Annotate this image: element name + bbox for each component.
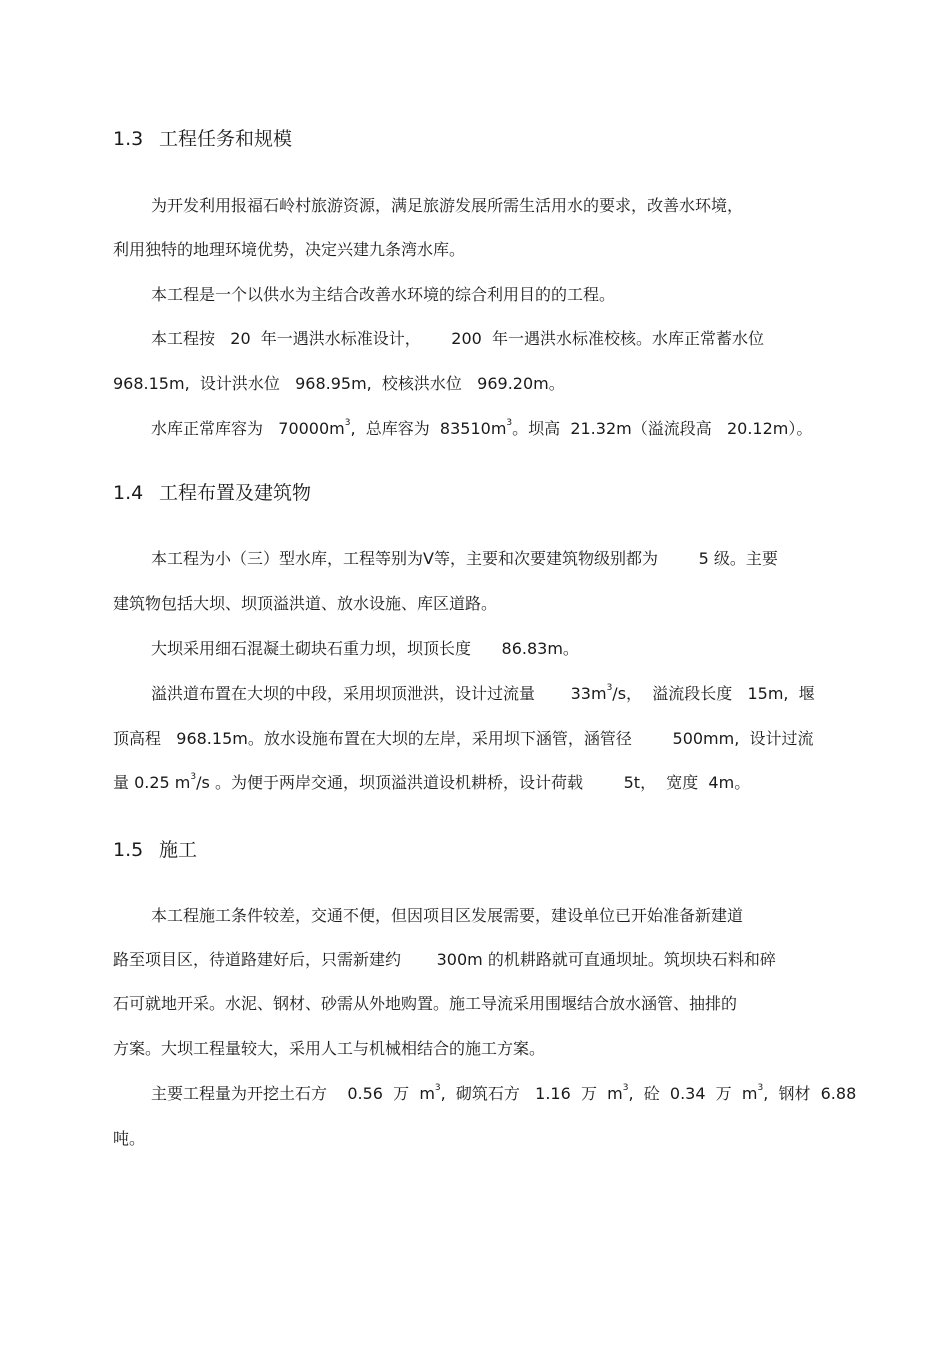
paragraph-line: 大坝采用细石混凝土砌块石重力坝，坝顶长度 86.83m。: [151, 639, 579, 658]
paragraph-line: 本工程按 20 年一遇洪水标准设计， 200 年一遇洪水标准校核。水库正常蓄水位: [151, 329, 765, 348]
paragraph-line: 建筑物包括大坝、坝顶溢洪道、放水设施、库区道路。: [113, 594, 498, 613]
paragraph-line: 本工程施工条件较差，交通不便，但因项目区发展需要，建设单位已开始准备新建道: [151, 906, 744, 925]
paragraph-line-flow: 量 0.25 $m^3/s$ 。为便于两岸交通，坝顶溢洪道设机耕桥，设计荷载 5t， 宽度 4m。: [113, 772, 751, 792]
section-heading-1-5: [113, 839, 197, 861]
paragraph-line: 本工程是一个以供水为主结合改善水环境的综合利用目的的工程。: [151, 285, 616, 304]
paragraph-line: 路至项目区，待道路建好后，只需新建约 300m 的机耕路就可直通坝址。筑坝块石料和碎: [113, 950, 776, 969]
paragraph-line: 石可就地开采。水泥、钢材、砂需从外地购置。施工导流采用围堰结合放水涵管、抽排的: [113, 994, 738, 1013]
section-title: 施工: [159, 839, 198, 861]
section-number: 1.5: [113, 839, 144, 861]
section-number: 1.3: [113, 128, 144, 150]
paragraph-line: 吨。: [113, 1129, 146, 1148]
paragraph-line: 为开发利用报福石岭村旅游资源，满足旅游发展所需生活用水的要求，改善水环境，: [151, 196, 744, 215]
paragraph-line-spillway: 溢洪道布置在大坝的中段，采用坝顶泄洪，设计过流量 $33m^3/s$， 溢流段长度 15m, 堰: [151, 683, 815, 703]
paragraph-line: 方案。大坝工程量较大，采用人工与机械相结合的施工方案。: [113, 1039, 546, 1058]
section-heading-1-3: [113, 128, 292, 150]
paragraph-line: 本工程为小（三）型水库，工程等别为Ⅴ等，主要和次要建筑物级别都为 5 级。主要: [151, 549, 778, 568]
section-number: 1.4: [113, 482, 144, 504]
section-title: 工程任务和规模: [159, 128, 293, 150]
paragraph-line-quantities: 主要工程量为开挖土石方 0.56 万 $m^3$, 砌筑石方 1.16 万 $m^3$, 砼 0.34 万 $m^3$, 钢材 6.88: [151, 1083, 857, 1103]
paragraph-line: 968.15m, 设计洪水位 968.95m, 校核洪水位 969.20m。: [113, 374, 565, 393]
paragraph-line-capacity: 水库正常库容为 $70000m^3$, 总库容为 $83510m^3$。坝高 21.32m（溢流段高 20.12m）。: [151, 418, 813, 438]
section-title: 工程布置及建筑物: [159, 482, 312, 504]
paragraph-line: 顶高程 968.15m。放水设施布置在大坝的左岸，采用坝下涵管，涵管径 500mm, 设计过流: [113, 729, 814, 748]
section-heading-1-4: [113, 482, 311, 504]
paragraph-line: 利用独特的地理环境优势，决定兴建九条湾水库。: [113, 240, 466, 259]
